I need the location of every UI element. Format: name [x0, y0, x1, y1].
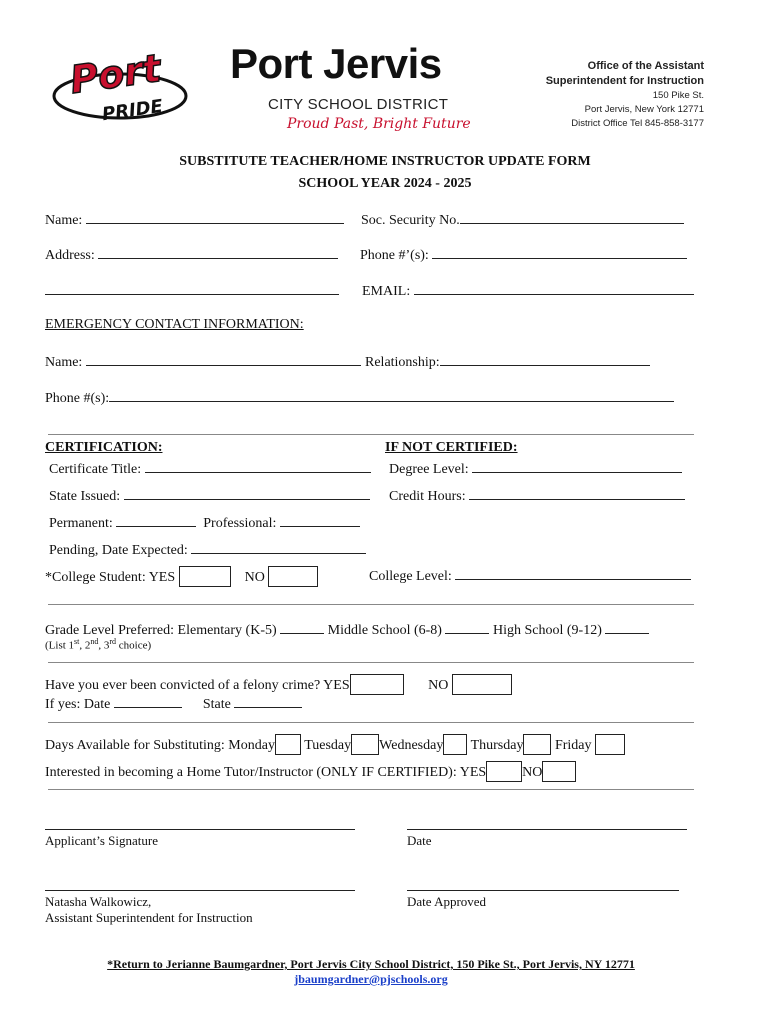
- college-yes-box[interactable]: [179, 566, 231, 587]
- grade-note-sup: st: [74, 637, 80, 646]
- divider: [48, 662, 694, 663]
- felony-date-field[interactable]: [114, 694, 182, 708]
- tutor-no-label: NO: [522, 765, 543, 780]
- office-phone: District Office Tel 845-858-3177: [571, 118, 704, 129]
- college-no-box[interactable]: [268, 566, 318, 587]
- ssn-row: [361, 210, 684, 229]
- phone-label: Phone #’(s):: [360, 248, 429, 263]
- tutor-row: [45, 761, 576, 782]
- grade-note-text: , 3: [98, 639, 110, 652]
- address-line2-row: [45, 281, 339, 300]
- applicant-date-label: Date: [407, 833, 432, 848]
- college-level-label: College Level:: [369, 569, 452, 584]
- ec-name-label: Name:: [45, 355, 83, 370]
- relationship-label: Relationship:: [365, 355, 440, 370]
- office-address-1: 150 Pike St.: [652, 90, 704, 101]
- school-year: SCHOOL YEAR 2024 - 2025: [298, 176, 472, 191]
- date-approved-label: Date Approved: [407, 894, 487, 909]
- name-row: [45, 210, 344, 229]
- credit-hours-label: Credit Hours:: [389, 489, 466, 504]
- office-block: [546, 59, 704, 131]
- college-student-label: *College Student: YES: [45, 570, 176, 585]
- emergency-heading: EMERGENCY CONTACT INFORMATION:: [45, 317, 304, 332]
- felony-row: [45, 674, 512, 695]
- phone-field[interactable]: [432, 245, 687, 259]
- return-email-wrap: [0, 972, 742, 988]
- tutor-yes-box[interactable]: [486, 761, 522, 782]
- credit-hours-row: [389, 486, 685, 505]
- relationship-field[interactable]: [440, 352, 650, 366]
- felony-label: Have you ever been convicted of a felony crime? YES: [45, 678, 350, 693]
- grade-note: [45, 637, 151, 652]
- high-label: High School (9-12): [492, 623, 602, 638]
- cert-heading: CERTIFICATION:: [45, 440, 163, 455]
- grade-note-text: (List 1: [45, 639, 75, 652]
- pending-field[interactable]: [191, 540, 366, 554]
- thursday-box[interactable]: [523, 734, 551, 755]
- felony-no-label: NO: [428, 678, 449, 693]
- form-title: SUBSTITUTE TEACHER/HOME INSTRUCTOR UPDATE FORM: [179, 154, 591, 169]
- monday-box[interactable]: [275, 734, 301, 755]
- cert-title-field[interactable]: [145, 459, 371, 473]
- ec-phone-row: [45, 388, 674, 407]
- felony-state-label: State: [202, 697, 231, 712]
- felony-yes-box[interactable]: [350, 674, 404, 695]
- wednesday-box[interactable]: [443, 734, 467, 755]
- state-issued-row: [49, 486, 370, 505]
- return-instructions: *Return to Jerianne Baumgardner, Port Jervis City School District, 150 Pike St., Port Jervis, NY 12771: [107, 957, 635, 971]
- thursday-label: Thursday: [470, 738, 524, 753]
- credit-hours-field[interactable]: [469, 486, 685, 500]
- grade-note-text: , 2: [79, 639, 91, 652]
- name-label: Name:: [45, 213, 83, 228]
- degree-row: [389, 459, 682, 478]
- degree-field[interactable]: [472, 459, 682, 473]
- grade-note-sup: nd: [90, 637, 99, 646]
- divider: [48, 604, 694, 605]
- ec-phone-field[interactable]: [109, 388, 674, 402]
- friday-label: Friday: [554, 738, 592, 753]
- email-row: [362, 281, 694, 300]
- address-line2-field[interactable]: [45, 281, 339, 295]
- ssn-field[interactable]: [460, 210, 684, 224]
- college-student-row: [45, 566, 318, 587]
- district-logo: [50, 45, 190, 132]
- logo-port-text: Port: [67, 45, 164, 103]
- divider: [48, 434, 694, 435]
- office-title-1: Office of the Assistant: [587, 60, 704, 72]
- college-no-label: NO: [244, 570, 265, 585]
- approver-signature-line[interactable]: [45, 890, 355, 891]
- phone-row: [360, 245, 687, 264]
- middle-field[interactable]: [445, 620, 489, 634]
- pending-label: Pending, Date Expected:: [49, 543, 188, 558]
- email-field[interactable]: [414, 281, 694, 295]
- pending-row: [49, 540, 366, 559]
- name-field[interactable]: [86, 210, 344, 224]
- address-row: [45, 245, 338, 264]
- approval-date-line[interactable]: [407, 890, 679, 891]
- days-label: Days Available for Substituting: Monday: [45, 738, 275, 753]
- district-tagline: Proud Past, Bright Future: [287, 116, 471, 132]
- approver-title: Assistant Superintendent for Instruction: [45, 910, 253, 925]
- tutor-no-box[interactable]: [542, 761, 576, 782]
- elementary-field[interactable]: [280, 620, 324, 634]
- if-yes-label: If yes: Date: [45, 697, 111, 712]
- high-field[interactable]: [605, 620, 649, 634]
- tutor-label: Interested in becoming a Home Tutor/Instructor (ONLY IF CERTIFIED): YES: [45, 765, 487, 780]
- grade-note-sup: rd: [109, 637, 117, 646]
- tuesday-box[interactable]: [351, 734, 379, 755]
- logo-pride-text: PRIDE: [100, 95, 165, 126]
- permanent-field[interactable]: [116, 513, 196, 527]
- applicant-date-line[interactable]: [407, 829, 687, 830]
- divider: [48, 722, 694, 723]
- district-name: Port Jervis: [230, 40, 442, 87]
- not-cert-heading: IF NOT CERTIFIED:: [385, 440, 518, 455]
- address-label: Address:: [45, 248, 95, 263]
- middle-label: Middle School (6-8): [327, 623, 442, 638]
- wednesday-label: Wednesday: [379, 738, 444, 753]
- district-subtitle: CITY SCHOOL DISTRICT: [268, 96, 449, 113]
- friday-box[interactable]: [595, 734, 625, 755]
- return-email-link[interactable]: jbaumgardner@pjschools.org: [294, 972, 448, 986]
- permanent-label: Permanent:: [49, 516, 113, 531]
- tuesday-label: Tuesday: [304, 738, 352, 753]
- ssn-label: Soc. Security No.: [361, 213, 460, 228]
- ec-name-row: [45, 352, 361, 371]
- degree-label: Degree Level:: [389, 462, 469, 477]
- professional-label: Professional:: [203, 516, 277, 531]
- cert-title-row: [49, 459, 371, 478]
- ec-phone-label: Phone #(s):: [45, 391, 110, 406]
- cert-title-label: Certificate Title:: [49, 462, 142, 477]
- ec-name-field[interactable]: [86, 352, 361, 366]
- grade-label: Grade Level Preferred: Elementary (K-5): [45, 623, 277, 638]
- office-address-2: Port Jervis, New York 12771: [584, 104, 704, 115]
- felony-no-box[interactable]: [452, 674, 512, 695]
- address-field[interactable]: [98, 245, 338, 259]
- if-yes-row: [45, 694, 302, 713]
- relationship-row: [365, 352, 650, 371]
- approver-name: Natasha Walkowicz,: [45, 894, 152, 909]
- college-level-row: [369, 566, 691, 585]
- state-issued-label: State Issued:: [49, 489, 121, 504]
- state-issued-field[interactable]: [124, 486, 370, 500]
- divider: [48, 789, 694, 790]
- applicant-signature-line[interactable]: [45, 829, 355, 830]
- applicant-signature-label: Applicant’s Signature: [45, 833, 159, 848]
- permanent-row: [49, 513, 360, 532]
- office-title-2: Superintendent for Instruction: [545, 75, 704, 87]
- grade-note-text: choice): [116, 639, 152, 652]
- professional-field[interactable]: [280, 513, 360, 527]
- email-label: EMAIL:: [362, 284, 411, 299]
- days-row: [45, 734, 625, 755]
- college-level-field[interactable]: [455, 566, 691, 580]
- felony-state-field[interactable]: [234, 694, 302, 708]
